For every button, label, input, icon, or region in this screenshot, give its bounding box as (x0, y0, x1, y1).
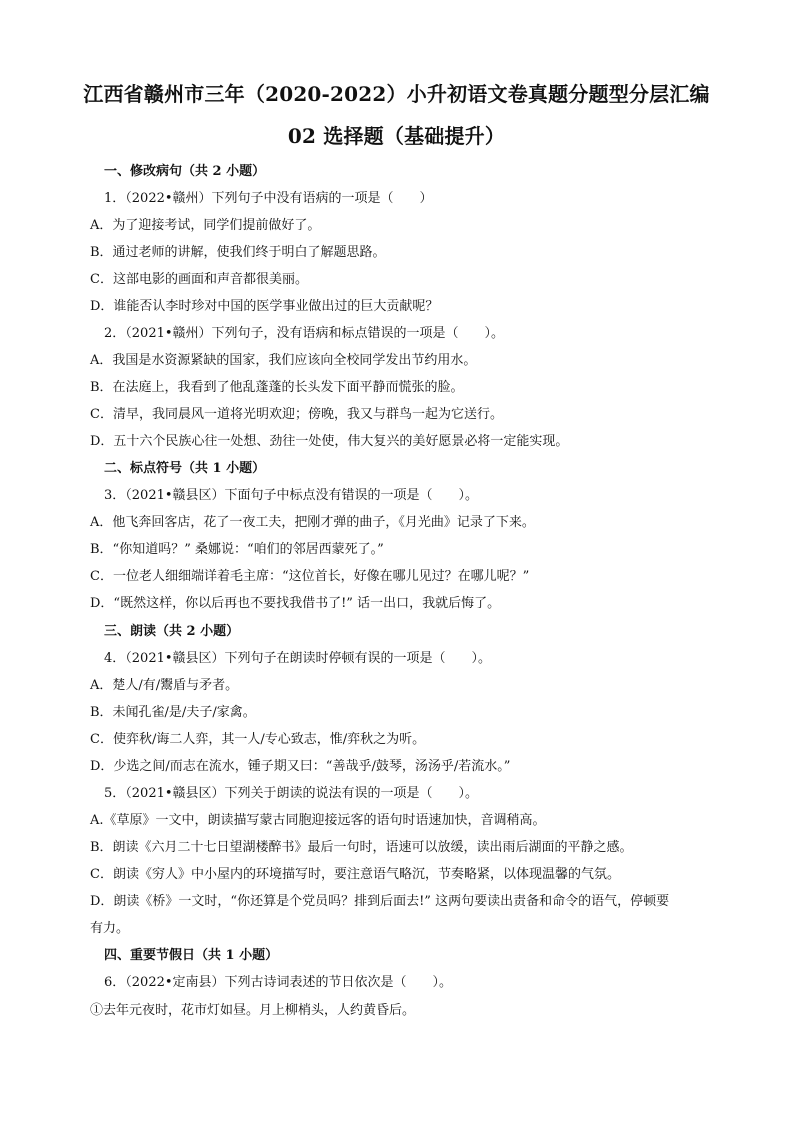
question-option: A．为了迎接考试，同学们提前做好了。 (90, 218, 321, 233)
page-subtitle: 02 选择题（基础提升） (287, 124, 506, 148)
question-option: B．在法庭上，我看到了他乱蓬蓬的长头发下面平静而慌张的脸。 (90, 380, 464, 395)
section-heading: 二、标点符号（共 1 小题） (104, 461, 266, 476)
section-heading: 三、朗读（共 2 小题） (104, 624, 240, 639)
question-stem: 5．（2021•赣县区）下列关于朗读的说法有误的一项是（ ）。 (104, 786, 479, 801)
question-option: A．他飞奔回客店，花了一夜工夫，把刚才弹的曲子，《月光曲》记录了下来。 (90, 515, 535, 530)
question-option: D．谁能否认李时珍对中国的医学事业做出过的巨大贡献呢？ (90, 299, 439, 314)
poem-line: ①去年元夜时，花市灯如昼。月上柳梢头，人约黄昏后。 (90, 1003, 416, 1018)
question-stem: 1．（2022•赣州）下列句子中没有语病的一项是（ ） (104, 191, 433, 206)
question-option: B．未闻孔雀/是/夫子/家禽。 (90, 705, 256, 720)
question-option: B．朗读《六月二十七日望湖楼醉书》最后一句时，语速可以放缓，读出雨后湖面的平静之感。 (90, 840, 633, 855)
question-option: A．楚人/有/鬻盾与矛者。 (90, 678, 239, 693)
question-option: B．通过老师的讲解，使我们终于明白了解题思路。 (90, 245, 386, 260)
question-option: D．五十六个民族心往一处想、劲往一处使，伟大复兴的美好愿景必将一定能实现。 (90, 434, 569, 449)
question-stem: 6．（2022•定南县）下列古诗词表述的节日依次是（ ）。 (104, 975, 453, 990)
question-option: C．清早，我同晨风一道将光明欢迎；傍晚，我又与群鸟一起为它送行。 (90, 407, 503, 422)
question-option: B．“你知道吗？” 桑娜说：“咱们的邻居西蒙死了。” (90, 542, 384, 557)
question-option: A．我国是水资源紧缺的国家，我们应该向全校同学发出节约用水。 (90, 353, 477, 368)
question-option: D．少选之间/而志在流水，锺子期又曰：“善哉乎/鼓琴，汤汤乎/若流水。” (90, 759, 511, 774)
question-stem: 3．（2021•赣县区）下面句子中标点没有错误的一项是（ ）。 (104, 488, 479, 503)
question-stem: 4．（2021•赣县区）下列句子在朗读时停顿有误的一项是（ ）。 (104, 651, 492, 666)
question-stem: 2．（2021•赣州）下列句子，没有语病和标点错误的一项是（ ）。 (104, 326, 505, 341)
section-heading: 一、修改病句（共 2 小题） (104, 164, 266, 179)
question-option: D．朗读《桥》一文时，“你还算是个党员吗？排到后面去!” 这两句要读出责备和命令的语气，停顿要 (90, 894, 670, 909)
section-heading: 四、重要节假日（共 1 小题） (104, 948, 279, 963)
question-option: D．“既然这样，你以后再也不要找我借书了!” 话一出口，我就后悔了。 (90, 596, 501, 611)
question-option: A.《草原》一文中，朗读描写蒙古同胞迎接远客的语句时语速加快，音调稍高。 (90, 813, 546, 828)
question-option-continuation: 有力。 (90, 921, 130, 936)
question-option: C．一位老人细细端详着毛主席：“这位首长，好像在哪儿见过？在哪儿呢？” (90, 569, 530, 584)
question-option: C．朗读《穷人》中小屋内的环境描写时，要注意语气略沉，节奏略紧，以体现温馨的气氛。 (90, 867, 620, 882)
question-option: C．这部电影的画面和声音都很美丽。 (90, 272, 308, 287)
page-title: 江西省赣州市三年（2020-2022）小升初语文卷真题分题型分层汇编 (83, 82, 710, 106)
question-option: C．使弈秋/诲二人弈，其一人/专心致志，惟/弈秋之为听。 (90, 732, 426, 747)
